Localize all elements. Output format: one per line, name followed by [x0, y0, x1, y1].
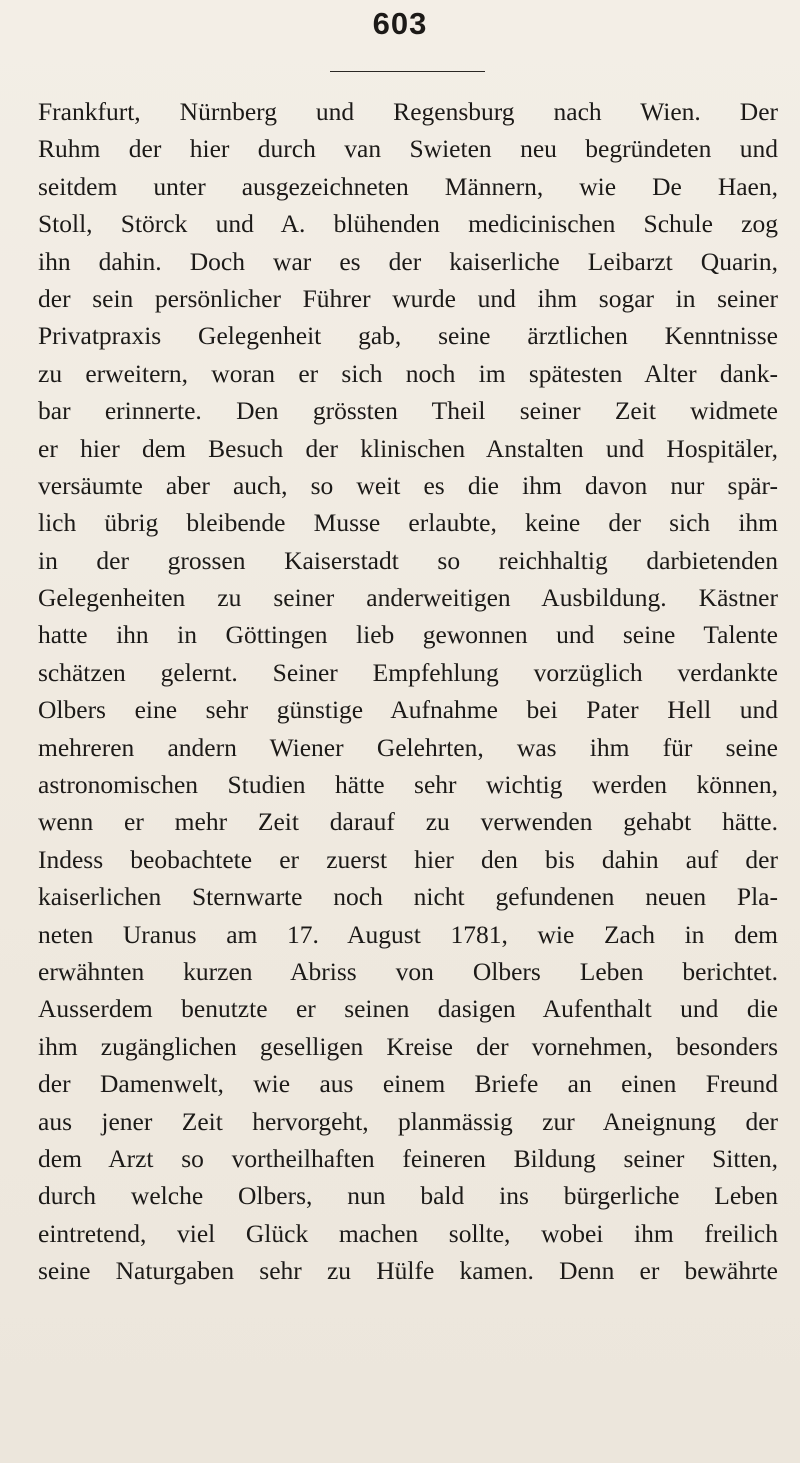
- text-line: durch welche Olbers, nun bald ins bürgerliche Leben: [38, 1181, 778, 1211]
- text-line: astronomischen Studien hätte sehr wichtig werden können,: [38, 770, 778, 800]
- text-line: er hier dem Besuch der klinischen Anstalten und Hospitäler,: [38, 433, 778, 463]
- text-line: dem Arzt so vortheilhaften feineren Bildung seiner Sitten,: [38, 1143, 778, 1173]
- text-line: Olbers eine sehr günstige Aufnahme bei Pater Hell und: [38, 695, 778, 725]
- text-line: der Damenwelt, wie aus einem Briefe an einen Freund: [38, 1069, 778, 1099]
- text-line: lich übrig bleibende Musse erlaubte, keine der sich ihm: [38, 508, 778, 538]
- text-line: erwähnten kurzen Abriss von Olbers Leben berichtet.: [38, 956, 778, 986]
- text-line: versäumte aber auch, so weit es die ihm davon nur spär-: [38, 470, 778, 500]
- text-line: Privatpraxis Gelegenheit gab, seine ärztlichen Kenntnisse: [38, 321, 778, 351]
- text-line: Ausserdem benutzte er seinen dasigen Aufenthalt und die: [38, 994, 778, 1024]
- text-line: Indess beobachtete er zuerst hier den bis dahin auf der: [38, 844, 778, 874]
- text-line: kaiserlichen Sternwarte noch nicht gefundenen neuen Pla-: [38, 882, 778, 912]
- page-number: 603: [372, 6, 428, 41]
- body-text: [38, 93, 778, 1290]
- text-line: schätzen gelernt. Seiner Empfehlung vorzüglich verdankte: [38, 657, 778, 687]
- text-line: in der grossen Kaiserstadt so reichhaltig darbietenden: [38, 545, 778, 575]
- header-rule: [330, 71, 485, 72]
- text-line: hatte ihn in Göttingen lieb gewonnen und seine Talente: [38, 620, 778, 650]
- text-line: wenn er mehr Zeit darauf zu verwenden gehabt hätte.: [38, 807, 778, 837]
- text-line: Frankfurt, Nürnberg und Regensburg nach Wien. Der: [38, 97, 778, 126]
- text-line: der sein persönlicher Führer wurde und ihm sogar in seiner: [38, 283, 778, 313]
- text-line: ihn dahin. Doch war es der kaiserliche Leibarzt Quarin,: [38, 246, 778, 276]
- text-line: Ruhm der hier durch van Swieten neu begründeten und: [38, 134, 778, 164]
- text-line: bar erinnerte. Den grössten Theil seiner Zeit widmete: [38, 396, 778, 426]
- text-line: Gelegenheiten zu seiner anderweitigen Ausbildung. Kästner: [38, 583, 778, 613]
- text-line: mehreren andern Wiener Gelehrten, was ihm für seine: [38, 732, 778, 762]
- text-line: zu erweitern, woran er sich noch im spätesten Alter dank-: [38, 358, 778, 388]
- text-line: Stoll, Störck und A. blühenden medicinischen Schule zog: [38, 209, 778, 239]
- text-line: ihm zugänglichen geselligen Kreise der vornehmen, besonders: [38, 1031, 778, 1061]
- text-line: aus jener Zeit hervorgeht, planmässig zur Aneignung der: [38, 1106, 778, 1136]
- text-line: neten Uranus am 17. August 1781, wie Zach in dem: [38, 919, 778, 949]
- text-line: eintretend, viel Glück machen sollte, wobei ihm freilich: [38, 1218, 778, 1248]
- text-line: seine Naturgaben sehr zu Hülfe kamen. Denn er bewährte: [38, 1256, 778, 1286]
- text-line: seitdem unter ausgezeichneten Männern, wie De Haen,: [38, 171, 778, 201]
